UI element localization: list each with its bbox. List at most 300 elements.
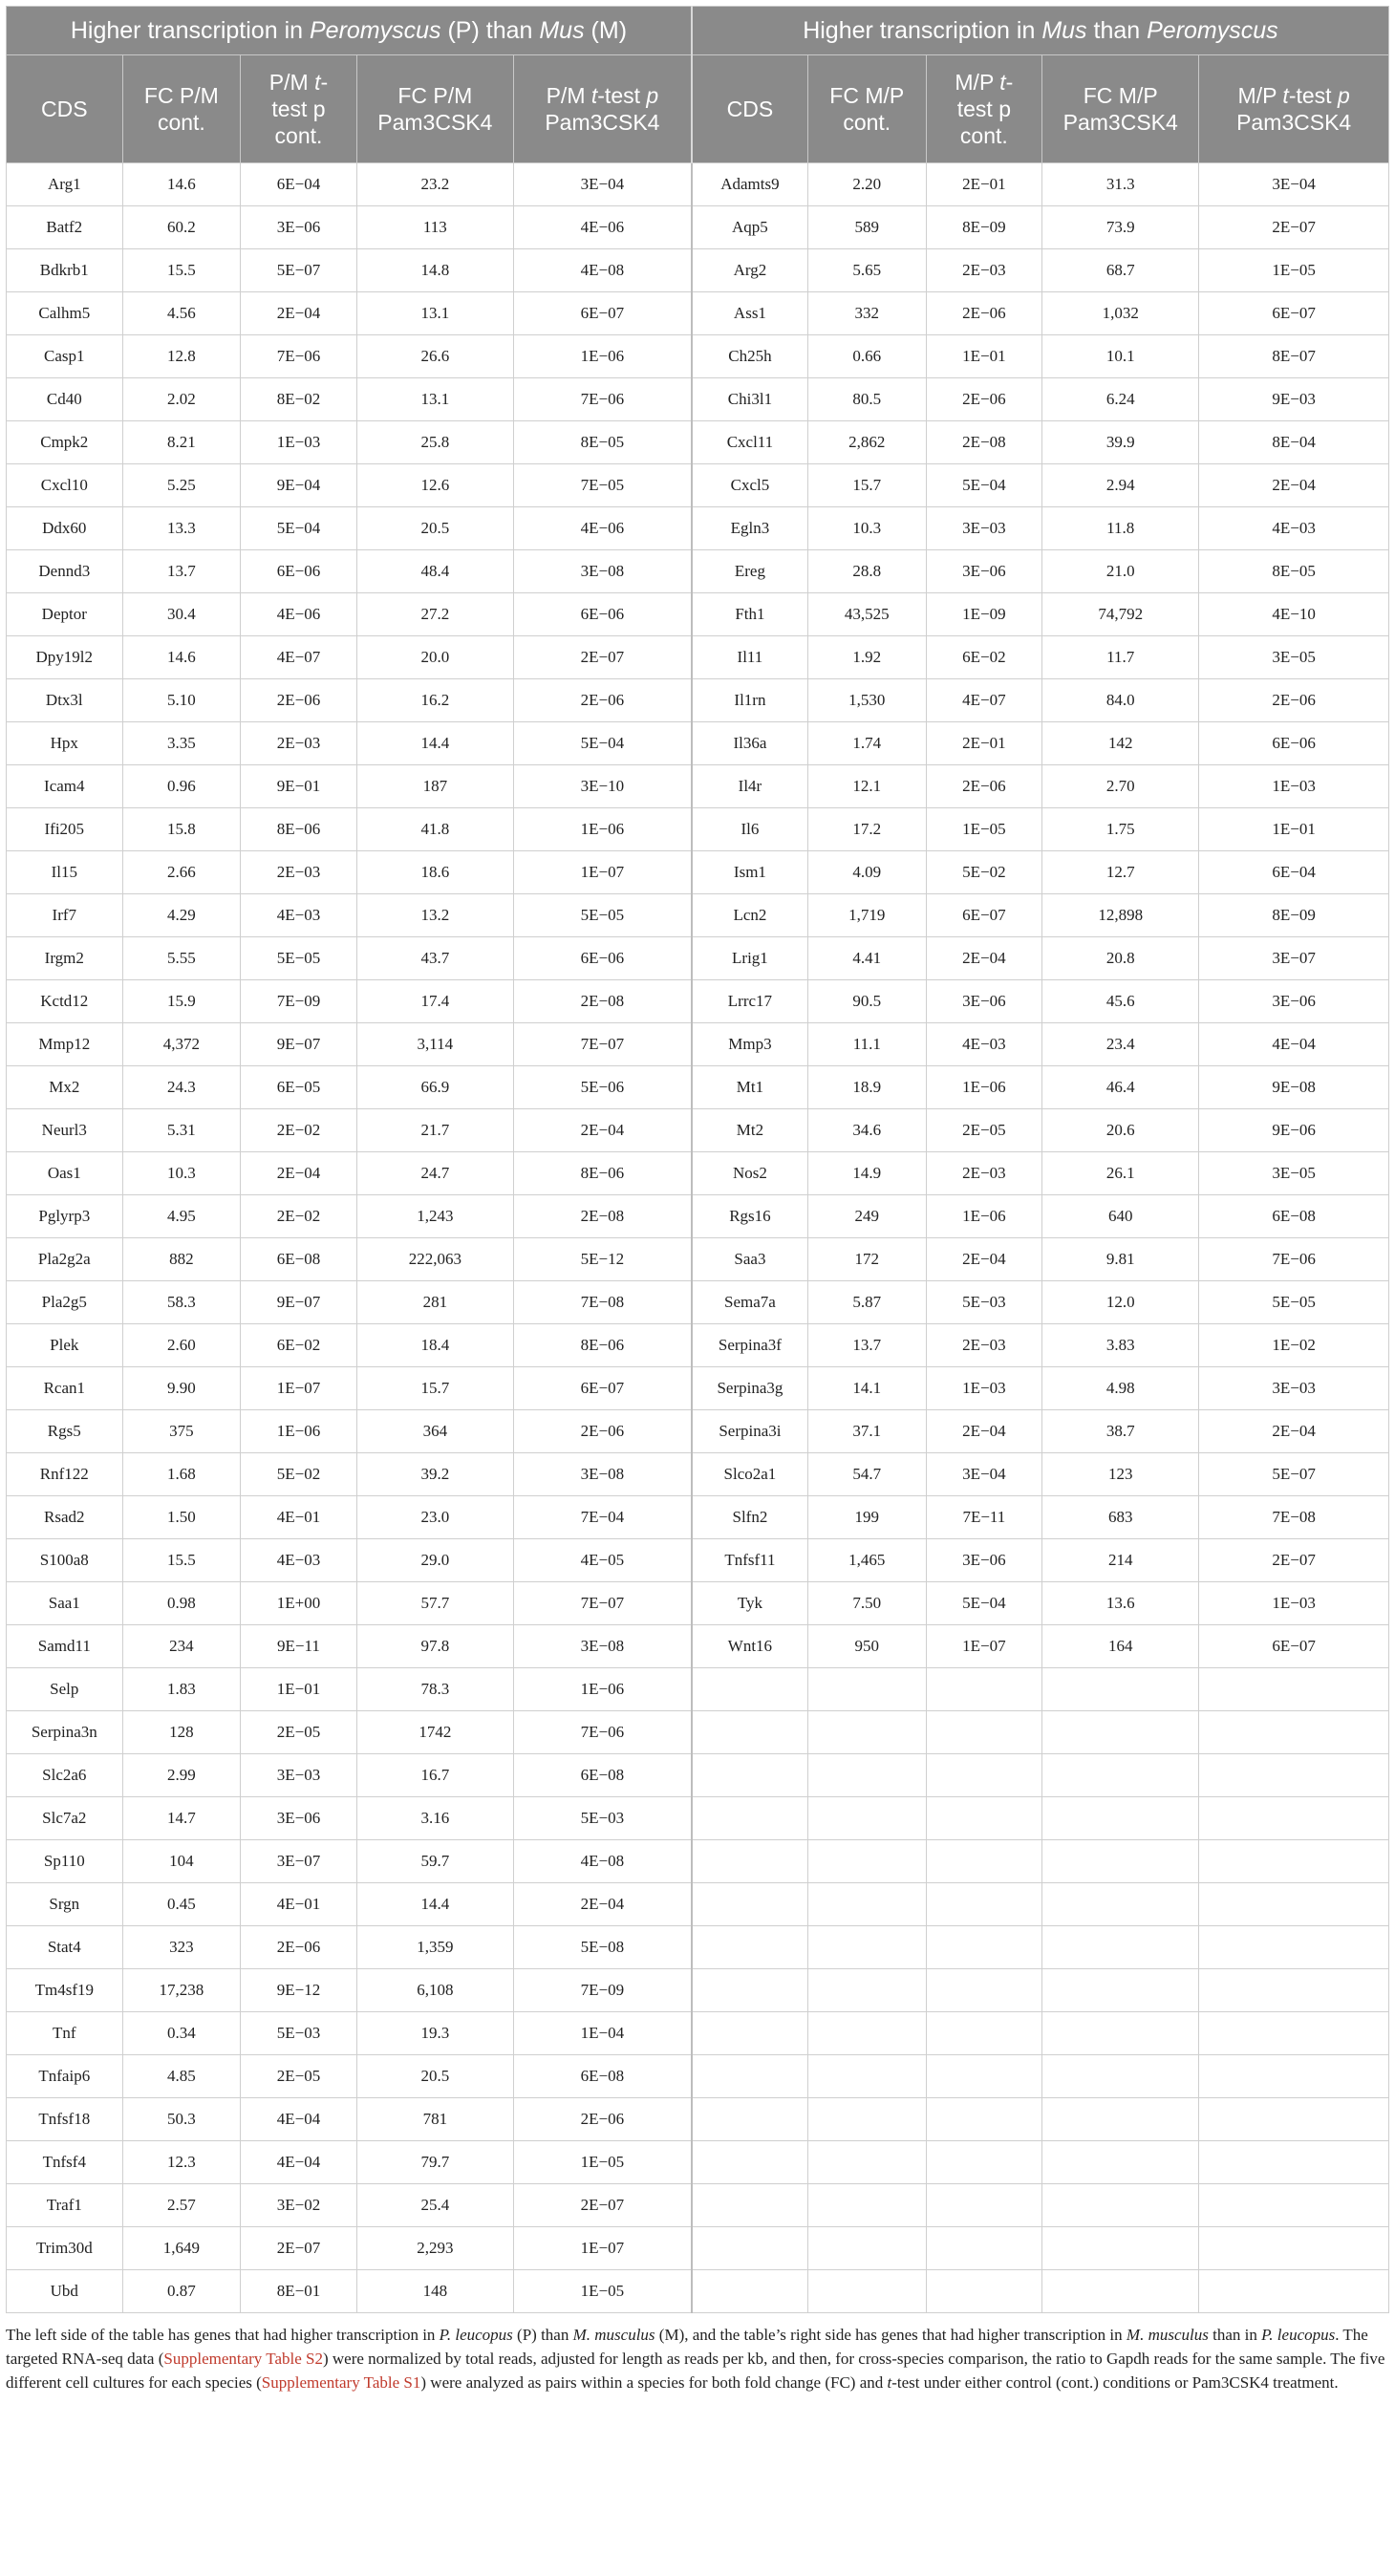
left-value-cell: 14.6 [122, 636, 241, 679]
left-value-cell: 24.7 [356, 1152, 513, 1195]
right-value-cell [807, 2184, 926, 2227]
right-value-cell: 6E−04 [1199, 851, 1389, 894]
right-cds-cell [692, 1711, 808, 1754]
table-row [7, 722, 1389, 765]
right-value-cell: 9E−06 [1199, 1109, 1389, 1152]
left-value-cell: 5E−04 [241, 507, 357, 550]
supplementary-table-s2-link[interactable]: Supplementary Table S2 [163, 2350, 323, 2368]
left-value-cell: 4.56 [122, 292, 241, 335]
left-value-cell: 4E−08 [513, 249, 691, 292]
left-value-cell: 375 [122, 1410, 241, 1453]
right-value-cell: 3.83 [1042, 1324, 1199, 1367]
right-value-cell [1199, 1668, 1389, 1711]
table-row [7, 2098, 1389, 2141]
left-cds-cell: Ubd [7, 2270, 123, 2313]
col-header-fc-pm-cont: FC P/M cont. [122, 55, 241, 163]
left-value-cell: 1E−06 [513, 335, 691, 378]
right-value-cell: 123 [1042, 1453, 1199, 1496]
left-value-cell: 6E−05 [241, 1066, 357, 1109]
left-value-cell: 58.3 [122, 1281, 241, 1324]
right-value-cell: 3E−06 [926, 1539, 1042, 1582]
left-value-cell: 2.66 [122, 851, 241, 894]
right-value-cell: 1E−03 [1199, 765, 1389, 808]
right-value-cell [1042, 1668, 1199, 1711]
left-value-cell: 5.55 [122, 937, 241, 980]
left-value-cell: 7E−07 [513, 1582, 691, 1625]
left-value-cell: 1,649 [122, 2227, 241, 2270]
left-value-cell: 16.7 [356, 1754, 513, 1797]
right-cds-cell: Slco2a1 [692, 1453, 808, 1496]
right-value-cell: 4.98 [1042, 1367, 1199, 1410]
left-value-cell: 7E−05 [513, 464, 691, 507]
left-value-cell: 2,293 [356, 2227, 513, 2270]
right-value-cell: 6E−07 [1199, 1625, 1389, 1668]
left-value-cell: 3E−08 [513, 550, 691, 593]
right-value-cell: 13.6 [1042, 1582, 1199, 1625]
col-header-cds-left: CDS [7, 55, 123, 163]
right-value-cell: 2E−04 [926, 937, 1042, 980]
right-value-cell: 11.8 [1042, 507, 1199, 550]
left-cds-cell: Casp1 [7, 335, 123, 378]
left-value-cell: 6E−04 [241, 163, 357, 206]
right-value-cell: 8E−09 [1199, 894, 1389, 937]
right-value-cell: 1E−03 [926, 1367, 1042, 1410]
left-value-cell: 1E−05 [513, 2141, 691, 2184]
right-value-cell: 7E−11 [926, 1496, 1042, 1539]
right-cds-cell: Arg2 [692, 249, 808, 292]
right-value-cell [1199, 2141, 1389, 2184]
left-value-cell: 2E−05 [241, 2055, 357, 2098]
right-value-cell [807, 1711, 926, 1754]
right-value-cell: 2E−04 [1199, 1410, 1389, 1453]
col-header-mp-ttest-pam3csk4: M/P t-test p Pam3CSK4 [1199, 55, 1389, 163]
left-cds-cell: Tnfsf4 [7, 2141, 123, 2184]
left-value-cell: 1E−07 [513, 2227, 691, 2270]
left-value-cell: 5.10 [122, 679, 241, 722]
right-value-cell: 5E−07 [1199, 1453, 1389, 1496]
table-caption: The left side of the table has genes that had higher transcription in P. leucopus (P) than M. musculus (M), and the table’s right side has genes that had higher transcription in M. musculus than in P. leucopus. The targeted RNA-seq data (Supplementary Table S2) were normalized by total reads, adjusted for length as reads per kb, and then, for cross-species comparison, the ratio to Gapdh reads for the same sample. The five different cell cultures for each species (Supplementary Table S1) were analyzed as pairs within a species for both fold change (FC) and t-test under either control (cont.) conditions or Pam3CSK4 treatment. [6, 2326, 1385, 2392]
left-cds-cell: Tnfsf18 [7, 2098, 123, 2141]
right-cds-cell: Ereg [692, 550, 808, 593]
right-value-cell: 2E−01 [926, 163, 1042, 206]
right-value-cell [1042, 2012, 1199, 2055]
left-value-cell: 222,063 [356, 1238, 513, 1281]
right-value-cell: 3E−04 [1199, 163, 1389, 206]
right-value-cell [807, 1840, 926, 1883]
right-value-cell [926, 1797, 1042, 1840]
table-row [7, 1496, 1389, 1539]
left-value-cell: 4E−05 [513, 1539, 691, 1582]
right-value-cell: 5E−02 [926, 851, 1042, 894]
left-cds-cell: Mx2 [7, 1066, 123, 1109]
left-cds-cell: Slc2a6 [7, 1754, 123, 1797]
left-cds-cell: Samd11 [7, 1625, 123, 1668]
left-value-cell: 1E+00 [241, 1582, 357, 1625]
right-value-cell: 5.65 [807, 249, 926, 292]
left-value-cell: 2.57 [122, 2184, 241, 2227]
left-cds-cell: Mmp12 [7, 1023, 123, 1066]
table-row [7, 1926, 1389, 1969]
left-value-cell: 41.8 [356, 808, 513, 851]
right-value-cell: 9.81 [1042, 1238, 1199, 1281]
right-value-cell [1042, 2098, 1199, 2141]
right-value-cell [807, 2141, 926, 2184]
left-value-cell: 14.8 [356, 249, 513, 292]
left-cds-cell: Irgm2 [7, 937, 123, 980]
right-value-cell [926, 1754, 1042, 1797]
right-value-cell [926, 1668, 1042, 1711]
left-value-cell: 17,238 [122, 1969, 241, 2012]
table-row [7, 1152, 1389, 1195]
col-header-fc-mp-cont: FC M/P cont. [807, 55, 926, 163]
left-value-cell: 9.90 [122, 1367, 241, 1410]
right-cds-cell [692, 1668, 808, 1711]
left-value-cell: 5E−08 [513, 1926, 691, 1969]
left-value-cell: 1E−07 [241, 1367, 357, 1410]
right-value-cell [807, 1926, 926, 1969]
left-value-cell: 4,372 [122, 1023, 241, 1066]
left-cds-cell: Cmpk2 [7, 421, 123, 464]
right-cds-cell: Adamts9 [692, 163, 808, 206]
table-row [7, 206, 1389, 249]
right-value-cell: 3E−05 [1199, 1152, 1389, 1195]
left-value-cell: 10.3 [122, 1152, 241, 1195]
col-header-mp-ttest-cont: M/P t- test p cont. [926, 55, 1042, 163]
left-cds-cell: Rnf122 [7, 1453, 123, 1496]
right-value-cell: 74,792 [1042, 593, 1199, 636]
right-value-cell: 12.7 [1042, 851, 1199, 894]
left-value-cell: 13.7 [122, 550, 241, 593]
right-cds-cell [692, 2098, 808, 2141]
right-value-cell: 1E−07 [926, 1625, 1042, 1668]
left-value-cell: 30.4 [122, 593, 241, 636]
right-cds-cell: Tnfsf11 [692, 1539, 808, 1582]
right-value-cell: 2E−06 [926, 292, 1042, 335]
supplementary-table-s1-link[interactable]: Supplementary Table S1 [261, 2373, 421, 2392]
right-value-cell: 3E−07 [1199, 937, 1389, 980]
left-value-cell: 20.5 [356, 2055, 513, 2098]
left-value-cell: 9E−11 [241, 1625, 357, 1668]
right-value-cell: 38.7 [1042, 1410, 1199, 1453]
table-row [7, 550, 1389, 593]
left-value-cell: 79.7 [356, 2141, 513, 2184]
left-value-cell: 8E−02 [241, 378, 357, 421]
right-cds-cell: Ass1 [692, 292, 808, 335]
left-value-cell: 7E−04 [513, 1496, 691, 1539]
right-value-cell: 3E−06 [926, 980, 1042, 1023]
left-group-header: Higher transcription in Peromyscus (P) than Mus (M) [7, 7, 692, 55]
right-value-cell [807, 2012, 926, 2055]
left-value-cell: 2E−08 [513, 1195, 691, 1238]
right-value-cell: 2,862 [807, 421, 926, 464]
col-header-pm-ttest-cont: P/M t- test p cont. [241, 55, 357, 163]
transcription-table [6, 6, 1389, 2313]
left-value-cell: 1,243 [356, 1195, 513, 1238]
right-value-cell: 2E−04 [926, 1238, 1042, 1281]
right-value-cell: 34.6 [807, 1109, 926, 1152]
col-header-fc-mp-pam3csk4: FC M/P Pam3CSK4 [1042, 55, 1199, 163]
left-value-cell: 2E−06 [513, 1410, 691, 1453]
right-value-cell: 1,530 [807, 679, 926, 722]
right-value-cell: 90.5 [807, 980, 926, 1023]
right-cds-cell: Il6 [692, 808, 808, 851]
right-value-cell: 8E−09 [926, 206, 1042, 249]
right-group-header: Higher transcription in Mus than Peromyscus [692, 7, 1389, 55]
right-value-cell [926, 1840, 1042, 1883]
left-value-cell: 1.50 [122, 1496, 241, 1539]
left-value-cell: 6E−06 [513, 937, 691, 980]
table-row [7, 507, 1389, 550]
left-value-cell: 7E−07 [513, 1023, 691, 1066]
table-row [7, 1969, 1389, 2012]
left-value-cell: 0.96 [122, 765, 241, 808]
right-value-cell: 1E−06 [926, 1195, 1042, 1238]
left-value-cell: 2.99 [122, 1754, 241, 1797]
right-value-cell: 2.70 [1042, 765, 1199, 808]
right-value-cell [807, 2270, 926, 2313]
left-value-cell: 2E−07 [513, 2184, 691, 2227]
table-row [7, 1453, 1389, 1496]
right-value-cell: 640 [1042, 1195, 1199, 1238]
right-value-cell [1199, 1754, 1389, 1797]
left-value-cell: 3E−08 [513, 1625, 691, 1668]
table-row [7, 163, 1389, 206]
left-cds-cell: Hpx [7, 722, 123, 765]
left-value-cell: 0.87 [122, 2270, 241, 2313]
right-cds-cell [692, 1840, 808, 1883]
right-cds-cell [692, 2184, 808, 2227]
right-value-cell: 332 [807, 292, 926, 335]
right-cds-cell: Ism1 [692, 851, 808, 894]
right-value-cell: 1E−02 [1199, 1324, 1389, 1367]
left-value-cell: 7E−09 [241, 980, 357, 1023]
right-cds-cell [692, 2055, 808, 2098]
right-value-cell: 1E−09 [926, 593, 1042, 636]
right-cds-cell: Serpina3f [692, 1324, 808, 1367]
right-value-cell [1042, 2270, 1199, 2313]
right-value-cell: 18.9 [807, 1066, 926, 1109]
right-value-cell: 6.24 [1042, 378, 1199, 421]
right-value-cell: 4E−07 [926, 679, 1042, 722]
left-value-cell: 8E−06 [241, 808, 357, 851]
left-value-cell: 187 [356, 765, 513, 808]
right-cds-cell: Aqp5 [692, 206, 808, 249]
col-header-cds-right: CDS [692, 55, 808, 163]
left-value-cell: 25.8 [356, 421, 513, 464]
right-cds-cell: Cxcl5 [692, 464, 808, 507]
left-value-cell: 4E−07 [241, 636, 357, 679]
right-value-cell: 199 [807, 1496, 926, 1539]
left-value-cell: 4E−03 [241, 894, 357, 937]
left-cds-cell: Pglyrp3 [7, 1195, 123, 1238]
right-value-cell: 73.9 [1042, 206, 1199, 249]
right-value-cell: 3E−03 [1199, 1367, 1389, 1410]
table-row [7, 1324, 1389, 1367]
right-value-cell: 15.7 [807, 464, 926, 507]
left-value-cell: 3E−10 [513, 765, 691, 808]
left-value-cell: 1E−05 [513, 2270, 691, 2313]
table-row [7, 1066, 1389, 1109]
left-value-cell: 4E−06 [241, 593, 357, 636]
right-value-cell [807, 1754, 926, 1797]
right-value-cell: 80.5 [807, 378, 926, 421]
table-row [7, 765, 1389, 808]
left-cds-cell: Calhm5 [7, 292, 123, 335]
left-value-cell: 3E−02 [241, 2184, 357, 2227]
right-cds-cell [692, 2270, 808, 2313]
right-cds-cell: Mt1 [692, 1066, 808, 1109]
table-row [7, 464, 1389, 507]
left-value-cell: 3E−04 [513, 163, 691, 206]
left-value-cell: 9E−12 [241, 1969, 357, 2012]
right-value-cell: 1E−05 [926, 808, 1042, 851]
left-value-cell: 5E−12 [513, 1238, 691, 1281]
left-value-cell: 2E−06 [513, 2098, 691, 2141]
table-row [7, 2184, 1389, 2227]
left-value-cell: 15.8 [122, 808, 241, 851]
right-value-cell [1199, 1883, 1389, 1926]
left-value-cell: 50.3 [122, 2098, 241, 2141]
right-value-cell: 6E−07 [1199, 292, 1389, 335]
left-cds-cell: Neurl3 [7, 1109, 123, 1152]
left-value-cell: 5E−04 [513, 722, 691, 765]
right-value-cell [926, 2012, 1042, 2055]
right-value-cell: 45.6 [1042, 980, 1199, 1023]
right-value-cell [807, 1969, 926, 2012]
right-cds-cell: Nos2 [692, 1152, 808, 1195]
right-value-cell: 5E−04 [926, 464, 1042, 507]
left-value-cell: 1E−03 [241, 421, 357, 464]
left-value-cell: 2E−02 [241, 1195, 357, 1238]
left-value-cell: 23.0 [356, 1496, 513, 1539]
left-value-cell: 1,359 [356, 1926, 513, 1969]
left-value-cell: 1.83 [122, 1668, 241, 1711]
left-value-cell: 5E−05 [241, 937, 357, 980]
right-cds-cell: Saa3 [692, 1238, 808, 1281]
left-value-cell: 364 [356, 1410, 513, 1453]
left-value-cell: 6,108 [356, 1969, 513, 2012]
right-value-cell [926, 2184, 1042, 2227]
left-cds-cell: Rcan1 [7, 1367, 123, 1410]
left-cds-cell: Il15 [7, 851, 123, 894]
left-cds-cell: Plek [7, 1324, 123, 1367]
right-value-cell [926, 1969, 1042, 2012]
right-value-cell: 68.7 [1042, 249, 1199, 292]
left-value-cell: 18.4 [356, 1324, 513, 1367]
table-row [7, 1281, 1389, 1324]
left-value-cell: 1E−04 [513, 2012, 691, 2055]
left-value-cell: 3.35 [122, 722, 241, 765]
left-value-cell: 5E−05 [513, 894, 691, 937]
right-cds-cell: Lrig1 [692, 937, 808, 980]
right-value-cell: 5E−05 [1199, 1281, 1389, 1324]
right-value-cell: 2E−06 [1199, 679, 1389, 722]
left-value-cell: 15.7 [356, 1367, 513, 1410]
right-cds-cell: Serpina3i [692, 1410, 808, 1453]
right-value-cell: 7E−06 [1199, 1238, 1389, 1281]
left-cds-cell: Arg1 [7, 163, 123, 206]
right-value-cell [1042, 1969, 1199, 2012]
left-value-cell: 7E−08 [513, 1281, 691, 1324]
right-value-cell: 3E−06 [926, 550, 1042, 593]
right-cds-cell [692, 1797, 808, 1840]
left-value-cell: 2E−03 [241, 722, 357, 765]
left-value-cell: 26.6 [356, 335, 513, 378]
right-cds-cell: Lrrc17 [692, 980, 808, 1023]
right-value-cell: 1.75 [1042, 808, 1199, 851]
table-row [7, 980, 1389, 1023]
left-cds-cell: Kctd12 [7, 980, 123, 1023]
left-value-cell: 1742 [356, 1711, 513, 1754]
group-header-row [7, 7, 1389, 55]
right-value-cell: 8E−04 [1199, 421, 1389, 464]
left-cds-cell: Dpy19l2 [7, 636, 123, 679]
right-value-cell: 1E−01 [926, 335, 1042, 378]
left-value-cell: 1E−06 [513, 1668, 691, 1711]
table-row [7, 2270, 1389, 2313]
right-value-cell: 2E−03 [926, 249, 1042, 292]
left-value-cell: 4.95 [122, 1195, 241, 1238]
left-value-cell: 1E−07 [513, 851, 691, 894]
right-value-cell: 46.4 [1042, 1066, 1199, 1109]
table-row [7, 851, 1389, 894]
table-row [7, 808, 1389, 851]
left-value-cell: 48.4 [356, 550, 513, 593]
left-value-cell: 60.2 [122, 206, 241, 249]
left-value-cell: 57.7 [356, 1582, 513, 1625]
table-row [7, 1883, 1389, 1926]
left-cds-cell: Sp110 [7, 1840, 123, 1883]
left-cds-cell: S100a8 [7, 1539, 123, 1582]
table-row [7, 1195, 1389, 1238]
right-value-cell: 1,719 [807, 894, 926, 937]
right-cds-cell: Il1rn [692, 679, 808, 722]
left-cds-cell: Slc7a2 [7, 1797, 123, 1840]
right-value-cell: 2.20 [807, 163, 926, 206]
left-cds-cell: Dennd3 [7, 550, 123, 593]
right-value-cell: 5E−04 [926, 1582, 1042, 1625]
right-cds-cell: Il36a [692, 722, 808, 765]
left-value-cell: 3E−06 [241, 206, 357, 249]
right-value-cell: 5.87 [807, 1281, 926, 1324]
right-value-cell: 1E−01 [1199, 808, 1389, 851]
right-value-cell: 2E−06 [926, 378, 1042, 421]
right-value-cell: 2E−07 [1199, 1539, 1389, 1582]
right-value-cell: 2E−04 [926, 1410, 1042, 1453]
right-value-cell: 84.0 [1042, 679, 1199, 722]
left-value-cell: 43.7 [356, 937, 513, 980]
right-value-cell: 4E−03 [1199, 507, 1389, 550]
left-value-cell: 2E−05 [241, 1711, 357, 1754]
right-value-cell [807, 2055, 926, 2098]
left-value-cell: 23.2 [356, 163, 513, 206]
right-value-cell: 1.92 [807, 636, 926, 679]
left-value-cell: 13.3 [122, 507, 241, 550]
right-cds-cell: Il11 [692, 636, 808, 679]
left-value-cell: 128 [122, 1711, 241, 1754]
right-value-cell: 4E−10 [1199, 593, 1389, 636]
left-cds-cell: Irf7 [7, 894, 123, 937]
right-value-cell [1042, 2055, 1199, 2098]
left-value-cell: 4E−01 [241, 1883, 357, 1926]
left-value-cell: 9E−07 [241, 1023, 357, 1066]
right-value-cell [1199, 2270, 1389, 2313]
document [6, 6, 1389, 2394]
table-row [7, 335, 1389, 378]
left-cds-cell: Cxcl10 [7, 464, 123, 507]
left-cds-cell: Tm4sf19 [7, 1969, 123, 2012]
left-value-cell: 6E−08 [241, 1238, 357, 1281]
